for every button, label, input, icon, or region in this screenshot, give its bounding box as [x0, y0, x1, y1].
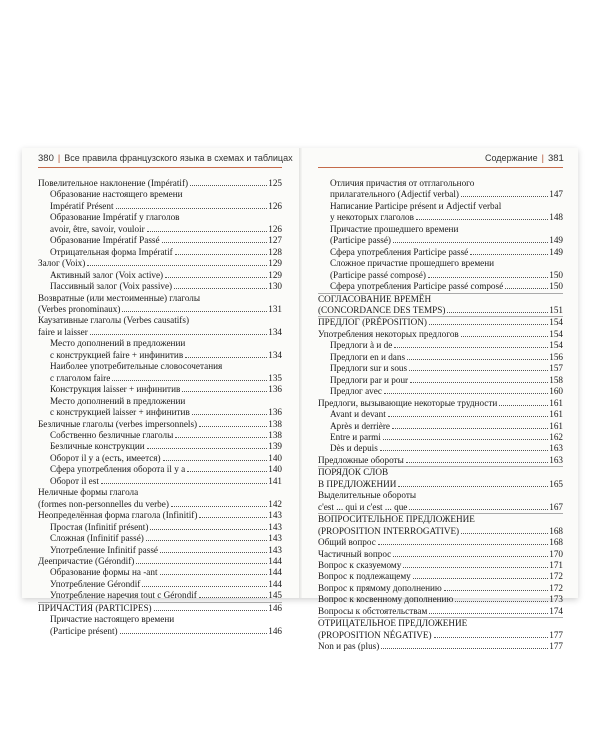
- toc-page-number: 161: [549, 409, 563, 420]
- toc-entry[interactable]: [318, 583, 563, 594]
- toc-entry-title: ВОПРОСИТЕЛЬНОЕ ПРЕДЛОЖЕНИЕ: [318, 514, 475, 525]
- toc-entry[interactable]: [318, 201, 563, 224]
- toc-entry[interactable]: [38, 189, 282, 212]
- toc-entry[interactable]: [38, 487, 282, 510]
- toc-entry[interactable]: [38, 258, 282, 269]
- toc-entry-title: Dès и depuis: [330, 443, 378, 454]
- toc-page-number: 128: [268, 246, 282, 257]
- toc-page-number: 143: [268, 510, 282, 521]
- toc-dot-leader: [444, 590, 548, 591]
- toc-entry-title: Написание Participe présent и Adjectif verbal: [330, 200, 502, 211]
- toc-entry-title: Образование Impératif у глаголов: [50, 212, 180, 223]
- toc-entry-title: Повелительное наклонение (Impératif): [38, 178, 189, 188]
- toc-entry[interactable]: [38, 270, 282, 281]
- toc-page-number: 136: [268, 407, 282, 418]
- toc-page-number: 126: [268, 223, 282, 234]
- toc-page-number: 138: [268, 418, 282, 429]
- toc-entry-title: Употребление Infinitif passé: [50, 544, 158, 555]
- toc-dot-leader: [378, 544, 548, 545]
- toc-dot-leader: [175, 254, 267, 255]
- toc-page-number: 154: [549, 317, 563, 328]
- toc-dot-leader: [505, 288, 548, 289]
- toc-entry-title: Место дополнений в предложении: [50, 338, 186, 349]
- toc-entry-title: (Verbes pronominaux): [38, 303, 121, 314]
- toc-page-number: 167: [549, 501, 563, 512]
- toc-page-number: 163: [549, 443, 563, 454]
- toc-page-number: 149: [549, 246, 563, 257]
- toc-entry[interactable]: [318, 513, 563, 537]
- toc-dot-leader: [150, 529, 267, 530]
- toc-dot-leader: [175, 437, 267, 438]
- toc-dot-leader: [470, 254, 548, 255]
- toc-entry-title: Вопрос к прямому дополнению: [318, 582, 442, 593]
- toc-entry[interactable]: [318, 375, 563, 386]
- toc-dot-leader: [163, 460, 268, 461]
- toc-entry-title: Наиболее употребительные словосочетания: [50, 361, 223, 372]
- toc-entry[interactable]: [38, 281, 282, 292]
- toc-entry-title: Оборот il y a (есть, имеется): [50, 452, 161, 463]
- toc-page-number: 135: [268, 372, 282, 383]
- toc-entry-title: Entre и parmi: [330, 431, 381, 442]
- toc-page-number: 173: [549, 594, 563, 605]
- toc-dot-leader: [122, 311, 267, 312]
- toc-entry-title: faire и laisser: [38, 326, 88, 337]
- toc-entry[interactable]: [38, 212, 282, 235]
- toc-entry[interactable]: [318, 617, 563, 641]
- toc-entry-title: Каузативные глаголы (Verbes causatifs): [38, 315, 190, 326]
- toc-entry-title: Предложные обороты: [318, 454, 404, 465]
- toc-dot-leader: [403, 567, 548, 568]
- toc-entry[interactable]: [38, 396, 282, 419]
- toc-page-number: 177: [549, 629, 563, 640]
- toc-dot-leader: [388, 416, 548, 417]
- toc-entry[interactable]: [318, 466, 563, 490]
- toc-dot-leader: [406, 462, 548, 463]
- toc-page-number: 170: [549, 548, 563, 559]
- toc-entry-title: Безличные конструкции: [50, 441, 145, 452]
- toc-dot-leader: [174, 288, 267, 289]
- toc-page-number: 150: [549, 269, 563, 280]
- toc-entry-title: СОГЛАСОВАНИЕ ВРЕМЁН: [318, 293, 432, 304]
- toc-dot-leader: [162, 242, 268, 243]
- toc-entry-title: Сложное причастие прошедшего времени: [330, 258, 495, 269]
- toc-page-number: 131: [268, 303, 282, 314]
- toc-dot-leader: [393, 242, 548, 243]
- toc-dot-leader: [116, 208, 268, 209]
- toc-entry[interactable]: [38, 361, 282, 384]
- toc-page-number: 163: [549, 454, 563, 465]
- left-toc-list: [38, 178, 282, 637]
- toc-entry-title: ПРЕДЛОГ (PRÉPOSITION): [318, 317, 427, 328]
- toc-entry[interactable]: [38, 602, 282, 614]
- toc-entry-title: Отличия причастия от отглагольного: [330, 178, 475, 188]
- toc-entry[interactable]: [318, 352, 563, 363]
- toc-entry-title: Сфера употребления оборота il y a: [50, 464, 186, 475]
- toc-entry[interactable]: [318, 432, 563, 443]
- toc-dot-leader: [154, 610, 268, 611]
- toc-entry[interactable]: [318, 641, 563, 652]
- toc-page-number: 134: [268, 326, 282, 337]
- toc-entry-title: Après и derrière: [330, 420, 391, 431]
- toc-entry[interactable]: [318, 316, 563, 328]
- toc-dot-leader: [112, 380, 267, 381]
- toc-entry-title: Неопределённая форма глагола (Infinitif): [38, 510, 198, 521]
- toc-entry-title: Сфера употребления Participe passé composé: [330, 281, 504, 292]
- toc-entry-title: ПОРЯДОК СЛОВ: [318, 467, 389, 478]
- toc-entry[interactable]: [38, 453, 282, 464]
- toc-dot-leader: [381, 648, 548, 649]
- toc-dot-leader: [147, 231, 268, 232]
- toc-page-number: 165: [549, 478, 563, 489]
- toc-entry[interactable]: [38, 419, 282, 430]
- right-header-rule: [318, 167, 563, 168]
- toc-entry[interactable]: [318, 594, 563, 605]
- toc-dot-leader: [101, 483, 267, 484]
- toc-page-number: 148: [549, 212, 563, 223]
- toc-entry[interactable]: [38, 338, 282, 361]
- toc-page-number: 134: [268, 349, 282, 360]
- toc-entry[interactable]: [318, 224, 563, 247]
- toc-dot-leader: [136, 563, 267, 564]
- toc-entry-title: (PROPOSITION NÉGATIVE): [318, 629, 432, 640]
- toc-entry-title: Неличные формы глагола: [38, 487, 139, 498]
- toc-dot-leader: [407, 359, 548, 360]
- toc-dot-leader: [160, 552, 267, 553]
- toc-entry-title: Предлоги à и de: [330, 340, 393, 351]
- toc-page-number: 174: [549, 605, 563, 616]
- toc-dot-leader: [90, 334, 267, 335]
- toc-entry-title: Отрицательная форма Impératif: [50, 246, 173, 257]
- toc-entry-title: Non и pas (plus): [318, 641, 380, 652]
- toc-entry[interactable]: [318, 549, 563, 560]
- toc-page-number: 141: [268, 475, 282, 486]
- toc-entry[interactable]: [318, 490, 563, 513]
- toc-entry-title: (formes non-personnelles du verbe): [38, 498, 169, 509]
- toc-page-number: 144: [268, 578, 282, 589]
- toc-entry-title: Выделительные обороты: [318, 490, 417, 501]
- toc-entry-title: Место дополнений в предложении: [50, 395, 186, 406]
- toc-entry[interactable]: [318, 293, 563, 317]
- toc-dot-leader: [199, 517, 267, 518]
- toc-entry-title: Предлоги en и dans: [330, 351, 406, 362]
- toc-entry-title: (Participe passé composé): [330, 269, 426, 280]
- toc-entry[interactable]: [318, 329, 563, 340]
- toc-entry-title: Образование настоящего времени: [50, 189, 183, 200]
- toc-entry-title: Общий вопрос: [318, 537, 376, 548]
- toc-entry-title: В ПРЕДЛОЖЕНИИ: [318, 478, 397, 489]
- toc-entry-title: Активный залог (Voix active): [50, 269, 164, 280]
- toc-dot-leader: [146, 540, 267, 541]
- toc-page-number: 171: [549, 559, 563, 570]
- toc-entry[interactable]: [38, 384, 282, 395]
- toc-entry[interactable]: [318, 571, 563, 582]
- toc-dot-leader: [429, 324, 548, 325]
- toc-entry[interactable]: [318, 537, 563, 548]
- toc-entry-title: Вопрос к косвенному дополнению: [318, 594, 454, 605]
- toc-entry-title: с конструкцией laisser + инфинитив: [50, 407, 190, 418]
- toc-page-number: 143: [268, 521, 282, 532]
- toc-entry[interactable]: [318, 398, 563, 409]
- toc-entry[interactable]: [38, 614, 282, 637]
- toc-entry-title: Образование Impératif Passé: [50, 235, 160, 246]
- toc-entry-title: Оборот il est: [50, 475, 99, 486]
- toc-page-number: 127: [268, 235, 282, 246]
- toc-page-number: 140: [268, 464, 282, 475]
- toc-entry-title: с конструкцией faire + инфинитив: [50, 349, 184, 360]
- toc-entry-title: c'est ... qui и c'est ... que: [318, 501, 408, 512]
- toc-page-number: 149: [549, 235, 563, 246]
- toc-entry[interactable]: [318, 247, 563, 258]
- toc-entry[interactable]: [38, 441, 282, 452]
- toc-dot-leader: [499, 405, 548, 406]
- toc-dot-leader: [160, 574, 268, 575]
- book-gutter: [299, 148, 302, 598]
- toc-dot-leader: [392, 428, 548, 429]
- toc-dot-leader: [434, 637, 549, 638]
- toc-dot-leader: [429, 613, 548, 614]
- toc-dot-leader: [171, 506, 267, 507]
- toc-entry-title: (PROPOSITION INTERROGATIVE): [318, 525, 460, 536]
- toc-dot-leader: [398, 486, 548, 487]
- toc-page-number: 151: [549, 304, 563, 315]
- toc-entry[interactable]: [318, 340, 563, 351]
- toc-entry[interactable]: [38, 247, 282, 258]
- toc-page-number: 145: [268, 590, 282, 601]
- toc-dot-leader: [461, 196, 548, 197]
- toc-page-number: 144: [268, 567, 282, 578]
- toc-entry-title: Образование формы на -ant: [50, 567, 158, 578]
- toc-entry[interactable]: [38, 533, 282, 544]
- toc-dot-leader: [190, 185, 267, 186]
- toc-entry-title: Частичный вопрос: [318, 548, 392, 559]
- toc-entry[interactable]: [318, 606, 563, 617]
- toc-entry[interactable]: [318, 258, 563, 281]
- toc-dot-leader: [413, 578, 548, 579]
- toc-entry-title: Вопрос к подлежащему: [318, 571, 411, 582]
- toc-entry-title: Предлоги sur и sous: [330, 363, 408, 374]
- toc-page-number: 156: [549, 351, 563, 362]
- right-page-title: Содержание: [485, 153, 538, 163]
- toc-page-number: 144: [268, 555, 282, 566]
- toc-page-number: 154: [549, 340, 563, 351]
- toc-dot-leader: [447, 312, 548, 313]
- toc-dot-leader: [182, 391, 267, 392]
- toc-dot-leader: [192, 414, 267, 415]
- toc-dot-leader: [199, 426, 267, 427]
- toc-entry[interactable]: [318, 409, 563, 420]
- toc-entry-title: Пассивный залог (Voix passive): [50, 281, 173, 292]
- toc-entry-title: у некоторых глаголов: [330, 212, 414, 223]
- toc-entry[interactable]: [318, 281, 563, 292]
- toc-dot-leader: [383, 439, 548, 440]
- toc-page-number: 126: [268, 200, 282, 211]
- left-page-header: 380 | Все правила французского языка в схемах и таблицах: [38, 153, 293, 164]
- toc-dot-leader: [455, 601, 548, 602]
- toc-entry[interactable]: [38, 315, 282, 338]
- toc-page-number: 177: [549, 641, 563, 652]
- toc-entry[interactable]: [318, 443, 563, 454]
- toc-entry[interactable]: [38, 556, 282, 567]
- toc-entry-title: Причастие настоящего времени: [50, 614, 175, 625]
- toc-entry-title: прилагательного (Adjectif verbal): [330, 189, 459, 200]
- toc-entry-title: Предлог avec: [330, 386, 382, 397]
- toc-entry-title: Сложная (Infinitif passé): [50, 533, 144, 544]
- toc-page-number: 154: [549, 328, 563, 339]
- toc-dot-leader: [165, 277, 267, 278]
- toc-page-number: 158: [549, 374, 563, 385]
- toc-dot-leader: [120, 633, 268, 634]
- toc-page-number: 140: [268, 452, 282, 463]
- toc-entry-title: Безличные глаголы (verbes impersonnels): [38, 418, 198, 429]
- toc-dot-leader: [461, 533, 548, 534]
- toc-page-number: 172: [549, 571, 563, 582]
- toc-entry-title: Простая (Infinitif présent): [50, 521, 149, 532]
- left-page-title: Все правила французского языка в схемах и таблицах: [64, 153, 293, 163]
- toc-dot-leader: [394, 347, 548, 348]
- toc-entry-title: Залог (Voix): [38, 258, 86, 269]
- toc-entry-title: Предлоги par и pour: [330, 374, 409, 385]
- toc-page-number: 146: [268, 625, 282, 636]
- toc-page-number: 139: [268, 441, 282, 452]
- toc-page-number: 168: [549, 525, 563, 536]
- toc-page-number: 142: [268, 498, 282, 509]
- toc-entry-title: (Participe passé): [330, 235, 391, 246]
- toc-page-number: 146: [268, 602, 282, 613]
- toc-page-number: 162: [549, 431, 563, 442]
- toc-entry-title: avoir, être, savoir, vouloir: [50, 223, 145, 234]
- toc-entry-title: Предлоги, вызывающие некоторые трудности: [318, 397, 498, 408]
- toc-entry[interactable]: [38, 293, 282, 316]
- right-page-header: Содержание | 381: [485, 153, 564, 164]
- toc-entry-title: ОТРИЦАТЕЛЬНОЕ ПРЕДЛОЖЕНИЕ: [318, 618, 468, 629]
- toc-dot-leader: [142, 586, 267, 587]
- toc-dot-leader: [409, 370, 548, 371]
- left-page-number: 380: [38, 153, 54, 164]
- toc-page-number: 147: [549, 189, 563, 200]
- toc-entry-title: с глаголом faire: [50, 372, 111, 383]
- toc-entry-title: Impératif Présent: [50, 200, 114, 211]
- toc-entry-title: Причастие прошедшего времени: [330, 223, 459, 234]
- toc-entry-title: (Participe présent): [50, 625, 118, 636]
- toc-entry[interactable]: [318, 455, 563, 466]
- toc-dot-leader: [428, 277, 548, 278]
- toc-dot-leader: [410, 382, 548, 383]
- toc-entry-title: Вопросы к обстоятельствам: [318, 605, 428, 616]
- toc-entry-title: (CONCORDANCE DES TEMPS): [318, 304, 446, 315]
- toc-entry[interactable]: [38, 178, 282, 189]
- toc-page-number: 130: [268, 281, 282, 292]
- toc-page-number: 129: [268, 258, 282, 269]
- toc-entry[interactable]: [38, 476, 282, 487]
- toc-entry-title: ПРИЧАСТИЯ (PARTICIPES): [38, 602, 152, 613]
- toc-page-number: 161: [549, 397, 563, 408]
- toc-entry-title: Сфера употребления Participe passé: [330, 246, 469, 257]
- toc-entry-title: Вопрос к сказуемому: [318, 559, 402, 570]
- toc-page-number: 136: [268, 384, 282, 395]
- toc-dot-leader: [147, 448, 268, 449]
- toc-dot-leader: [380, 450, 548, 451]
- toc-entry[interactable]: [38, 430, 282, 441]
- toc-entry[interactable]: [318, 178, 563, 201]
- toc-dot-leader: [409, 509, 548, 510]
- toc-entry[interactable]: [38, 510, 282, 521]
- toc-entry[interactable]: [318, 386, 563, 397]
- toc-entry[interactable]: [38, 545, 282, 556]
- toc-entry[interactable]: [318, 560, 563, 571]
- toc-entry[interactable]: [38, 579, 282, 590]
- toc-page-number: 172: [549, 582, 563, 593]
- toc-entry-title: Употребление наречия tout с Gérondif: [50, 590, 197, 601]
- toc-page-number: 138: [268, 429, 282, 440]
- toc-page-number: 168: [549, 537, 563, 548]
- toc-entry[interactable]: [38, 235, 282, 246]
- toc-entry-title: Avant и devant: [330, 409, 386, 420]
- left-header-rule: [38, 167, 282, 168]
- right-page-number: 381: [547, 153, 564, 164]
- toc-dot-leader: [185, 357, 267, 358]
- right-toc-list: [318, 178, 563, 653]
- toc-page-number: 143: [268, 533, 282, 544]
- toc-dot-leader: [87, 265, 267, 266]
- toc-entry-title: Деепричастие (Gérondif): [38, 555, 135, 566]
- toc-page-number: 157: [549, 363, 563, 374]
- toc-dot-leader: [187, 471, 267, 472]
- toc-dot-leader: [393, 556, 548, 557]
- toc-page-number: 160: [549, 386, 563, 397]
- toc-entry-title: Употребления некоторых предлогов: [318, 328, 459, 339]
- toc-entry-title: Возвратные (или местоименные) глаголы: [38, 292, 201, 303]
- toc-entry[interactable]: [38, 590, 282, 601]
- toc-page-number: 161: [549, 420, 563, 431]
- toc-page-number: 143: [268, 544, 282, 555]
- toc-page-number: 125: [268, 178, 282, 188]
- toc-entry[interactable]: [318, 421, 563, 432]
- toc-dot-leader: [461, 336, 548, 337]
- toc-dot-leader: [384, 393, 548, 394]
- toc-page-number: 129: [268, 269, 282, 280]
- toc-entry[interactable]: [38, 464, 282, 475]
- toc-entry[interactable]: [38, 567, 282, 578]
- toc-entry-title: Конструкция laisser + инфинитив: [50, 384, 181, 395]
- toc-page-number: 150: [549, 281, 563, 292]
- toc-entry-title: Употребление Gérondif: [50, 578, 141, 589]
- toc-entry[interactable]: [38, 522, 282, 533]
- toc-entry-title: Собственно безличные глаголы: [50, 429, 174, 440]
- toc-dot-leader: [416, 219, 548, 220]
- toc-entry[interactable]: [318, 363, 563, 374]
- toc-dot-leader: [199, 597, 267, 598]
